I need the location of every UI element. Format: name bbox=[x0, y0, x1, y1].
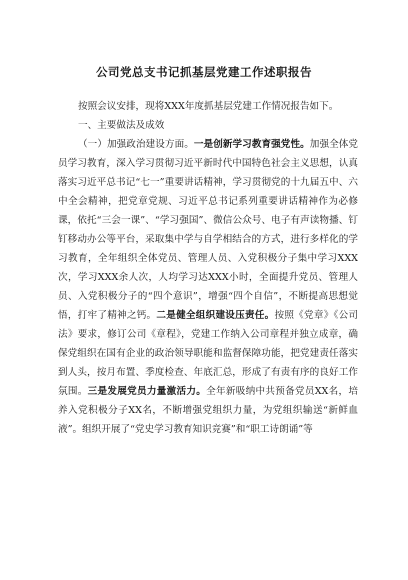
point-two-text: 按照《党章》《公司法》要求，修订公司《章程》，党建工作纳入公司章程并独立成章，确保党组织在国有企业的政治领导职能和监督保障功能，把党建责任落实到人头，按月布置、季度检查、年底汇总，形成了有责有序的良好工作氛围。 bbox=[58, 310, 359, 397]
section1-paragraph bbox=[58, 135, 358, 439]
document-body bbox=[58, 97, 358, 439]
intro-paragraph: 按照会议安排，现将XXX年度抓基层党建工作情况报告如下。 bbox=[78, 101, 339, 112]
point-two-heading: 二是健全组织建设压责任。 bbox=[156, 310, 275, 321]
document-title: 公司党总支书记抓基层党建工作述职报告 bbox=[96, 65, 312, 79]
point-one-text: 加强全体党员学习教育，深入学习贯彻习近平新时代中国特色社会主义思想，认真落实习近平总书记“七一”重要讲话精神，学习贯彻党的十九届五中、六中全会精神，把党章党规、习近平总书记系列重要讲话精神作为必修课，依托“三会一课”、“学习强国”、微信公众号、电子有声读物播、钉钉移动办公等平台，采取集中学与自学相结合的方式，进行多样化的学习教育，全年组织全体党员、管理人员、入党积极分子集中学习XXX次，学习XXX余人次，人均学习达XXX小时，全面提升党员、管理人员、入党积极分子的“四个意识”，增强“四个自信”，不断提高思想觉悟，打牢了精神之钙。 bbox=[58, 139, 359, 321]
subsection-heading: （一）加强政治建设方面。 bbox=[78, 139, 194, 150]
point-three-heading: 三是发展党员力量激活力。 bbox=[87, 386, 207, 397]
point-one-heading: 一是创新学习教育强党性。 bbox=[193, 139, 310, 150]
point-three-text: 全年新吸纳中共预备党员XX名，培养入党积极分子XX名，不断增强党组织力量，为党组织输送“新鲜血液”。组织开展了“党史学习教育知识竞赛”和“职工诗朗诵”等 bbox=[58, 386, 358, 435]
section-heading: 一、主要做法及成效 bbox=[78, 120, 165, 131]
